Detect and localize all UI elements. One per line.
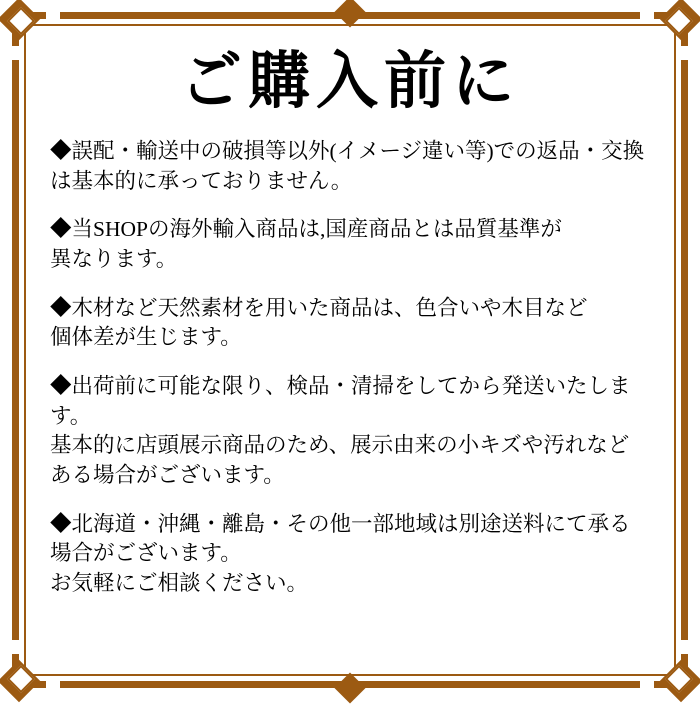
notice-line: は基本的に承っておりません。 [50,168,353,193]
frame-notch [640,8,654,24]
notice-line: ◆北海道・沖縄・離島・その他一部地域は別途送料にて承る [50,511,631,536]
frame-notch [46,8,60,24]
notice-line: ◆当SHOPの海外輸入商品は,国産商品とは品質基準が [50,217,562,242]
notice-content [44,36,656,664]
notice-line: お気軽にご相談ください。 [50,570,309,595]
notice-line: ◆木材など天然素材を用いた商品は、色合いや木目など [50,295,588,320]
notice-list [44,137,656,599]
notice-line: ◆出荷前に可能な限り、検品・清掃をしてから発送いたします。 [50,374,631,428]
notice-line: ある場合がございます。 [50,463,285,487]
frame-notch [46,676,60,692]
frame-notch [640,676,654,692]
notice-line: 場合がございます。 [50,541,242,566]
notice-line: 基本的に店頭展示商品のため、展示由来の小キズや汚れなど [50,433,630,458]
frame-notch [676,46,692,60]
notice-line: 異なります。 [50,247,178,272]
notice-item-natural-material [50,294,650,353]
notice-item-returns [50,137,650,196]
notice-line: ◆誤配・輸送中の破損等以外(イメージ違い等)での返品・交換 [50,139,645,164]
notice-item-shipping-areas [50,510,650,599]
notice-item-inspection [50,372,650,491]
frame-notch [8,640,24,654]
notice-line: 個体差が生じます。 [50,325,242,350]
page-title: ご購入前に [179,48,520,116]
frame-notch [8,46,24,60]
notice-item-import-quality [50,215,650,274]
frame-notch [676,640,692,654]
